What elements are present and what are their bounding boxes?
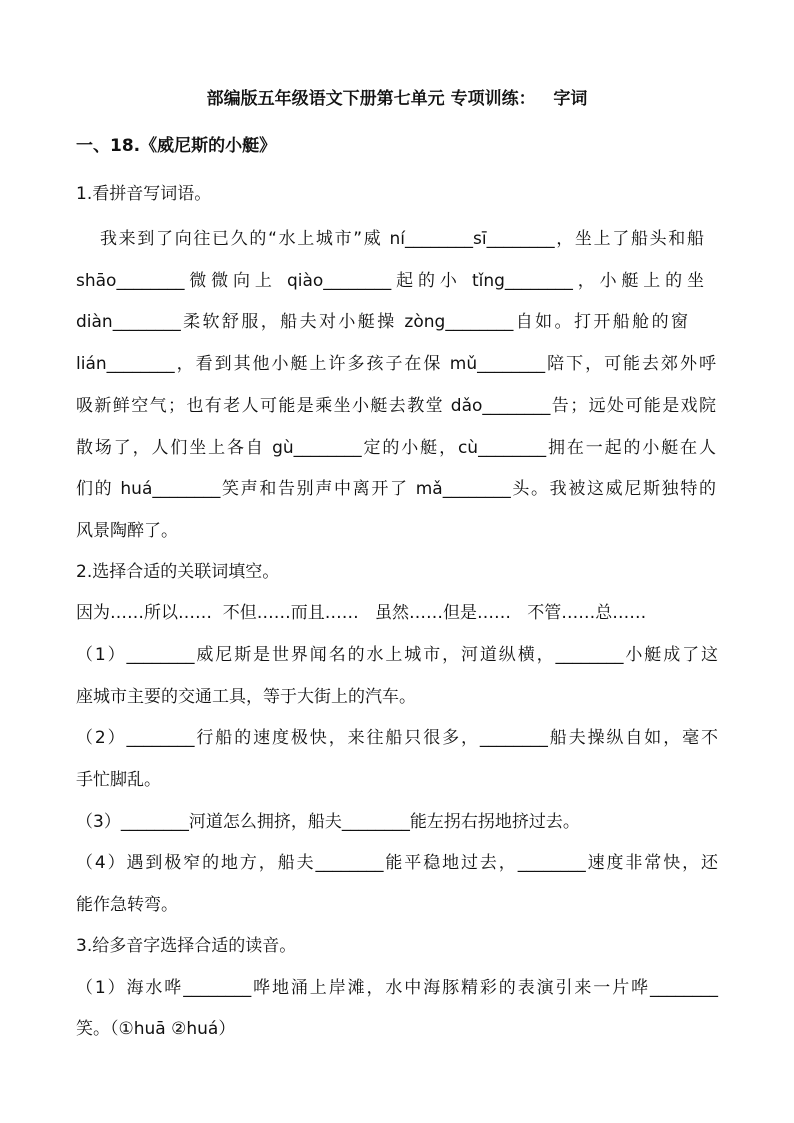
q1-heading: 1.看拼音写词语。 <box>76 184 212 204</box>
section-heading: 一、18.《威尼斯的小艇》 <box>76 136 277 156</box>
q3-heading: 3.给多音字选择合适的读音。 <box>76 936 297 956</box>
q1-line: 风景陶醉了。 <box>76 521 178 541</box>
q2-item: （4）遇到极窄的地方，船夫________能平稳地过去，________速度非常快，还 <box>76 853 718 873</box>
page-title: 部编版五年级语文下册第七单元 专项训练： 字词 <box>206 89 588 109</box>
q1-line: 们的 huá________笑声和告别声中离开了 mǎ________头。我被这威尼斯独特的 <box>76 479 716 499</box>
q1-line: 散场了，人们坐上各自 gù________定的小艇，cù________拥在一起的小艇在人 <box>76 438 716 458</box>
q3-item: 笑。（①huā ②huá） <box>76 1019 236 1039</box>
q2-item: （2）________行船的速度极快，来往船只很多，________船夫操纵自如，毫不 <box>76 728 718 748</box>
q1-line: shāo________微微向上 qiào________起的小 tǐng________，小艇上的坐 <box>76 271 704 291</box>
q1-line: 吸新鲜空气；也有老人可能是乘坐小艇去教堂 dǎo________告；远处可能是戏院 <box>76 396 716 416</box>
q1-line: 我来到了向往已久的“水上城市”威 ní________sī________，坐上了船头和船 <box>100 229 704 249</box>
q2-item: （1）________威尼斯是世界闻名的水上城市，河道纵横，________小艇成了这 <box>76 645 718 665</box>
q2-item: 能作急转弯。 <box>76 895 178 915</box>
q3-item: （1）海水哗________哗地涌上岸滩，水中海豚精彩的表演引来一片哗________ <box>76 978 718 998</box>
q2-item: 手忙脚乱。 <box>76 770 161 790</box>
q1-line: diàn________柔软舒服，船夫对小艇操 zòng________自如。打开船舱的窗 <box>76 312 688 332</box>
q2-options: 因为……所以…… 不但……而且…… 虽然……但是…… 不管……总…… <box>76 603 647 623</box>
q1-line: lián________，看到其他小艇上许多孩子在保 mǔ________陪下，可能去郊外呼 <box>76 354 716 374</box>
q2-heading: 2.选择合适的关联词填空。 <box>76 562 280 582</box>
q2-item: （3）________河道怎么拥挤，船夫________能左拐右拐地挤过去。 <box>76 812 580 832</box>
q2-item: 座城市主要的交通工具，等于大街上的汽车。 <box>76 687 416 707</box>
